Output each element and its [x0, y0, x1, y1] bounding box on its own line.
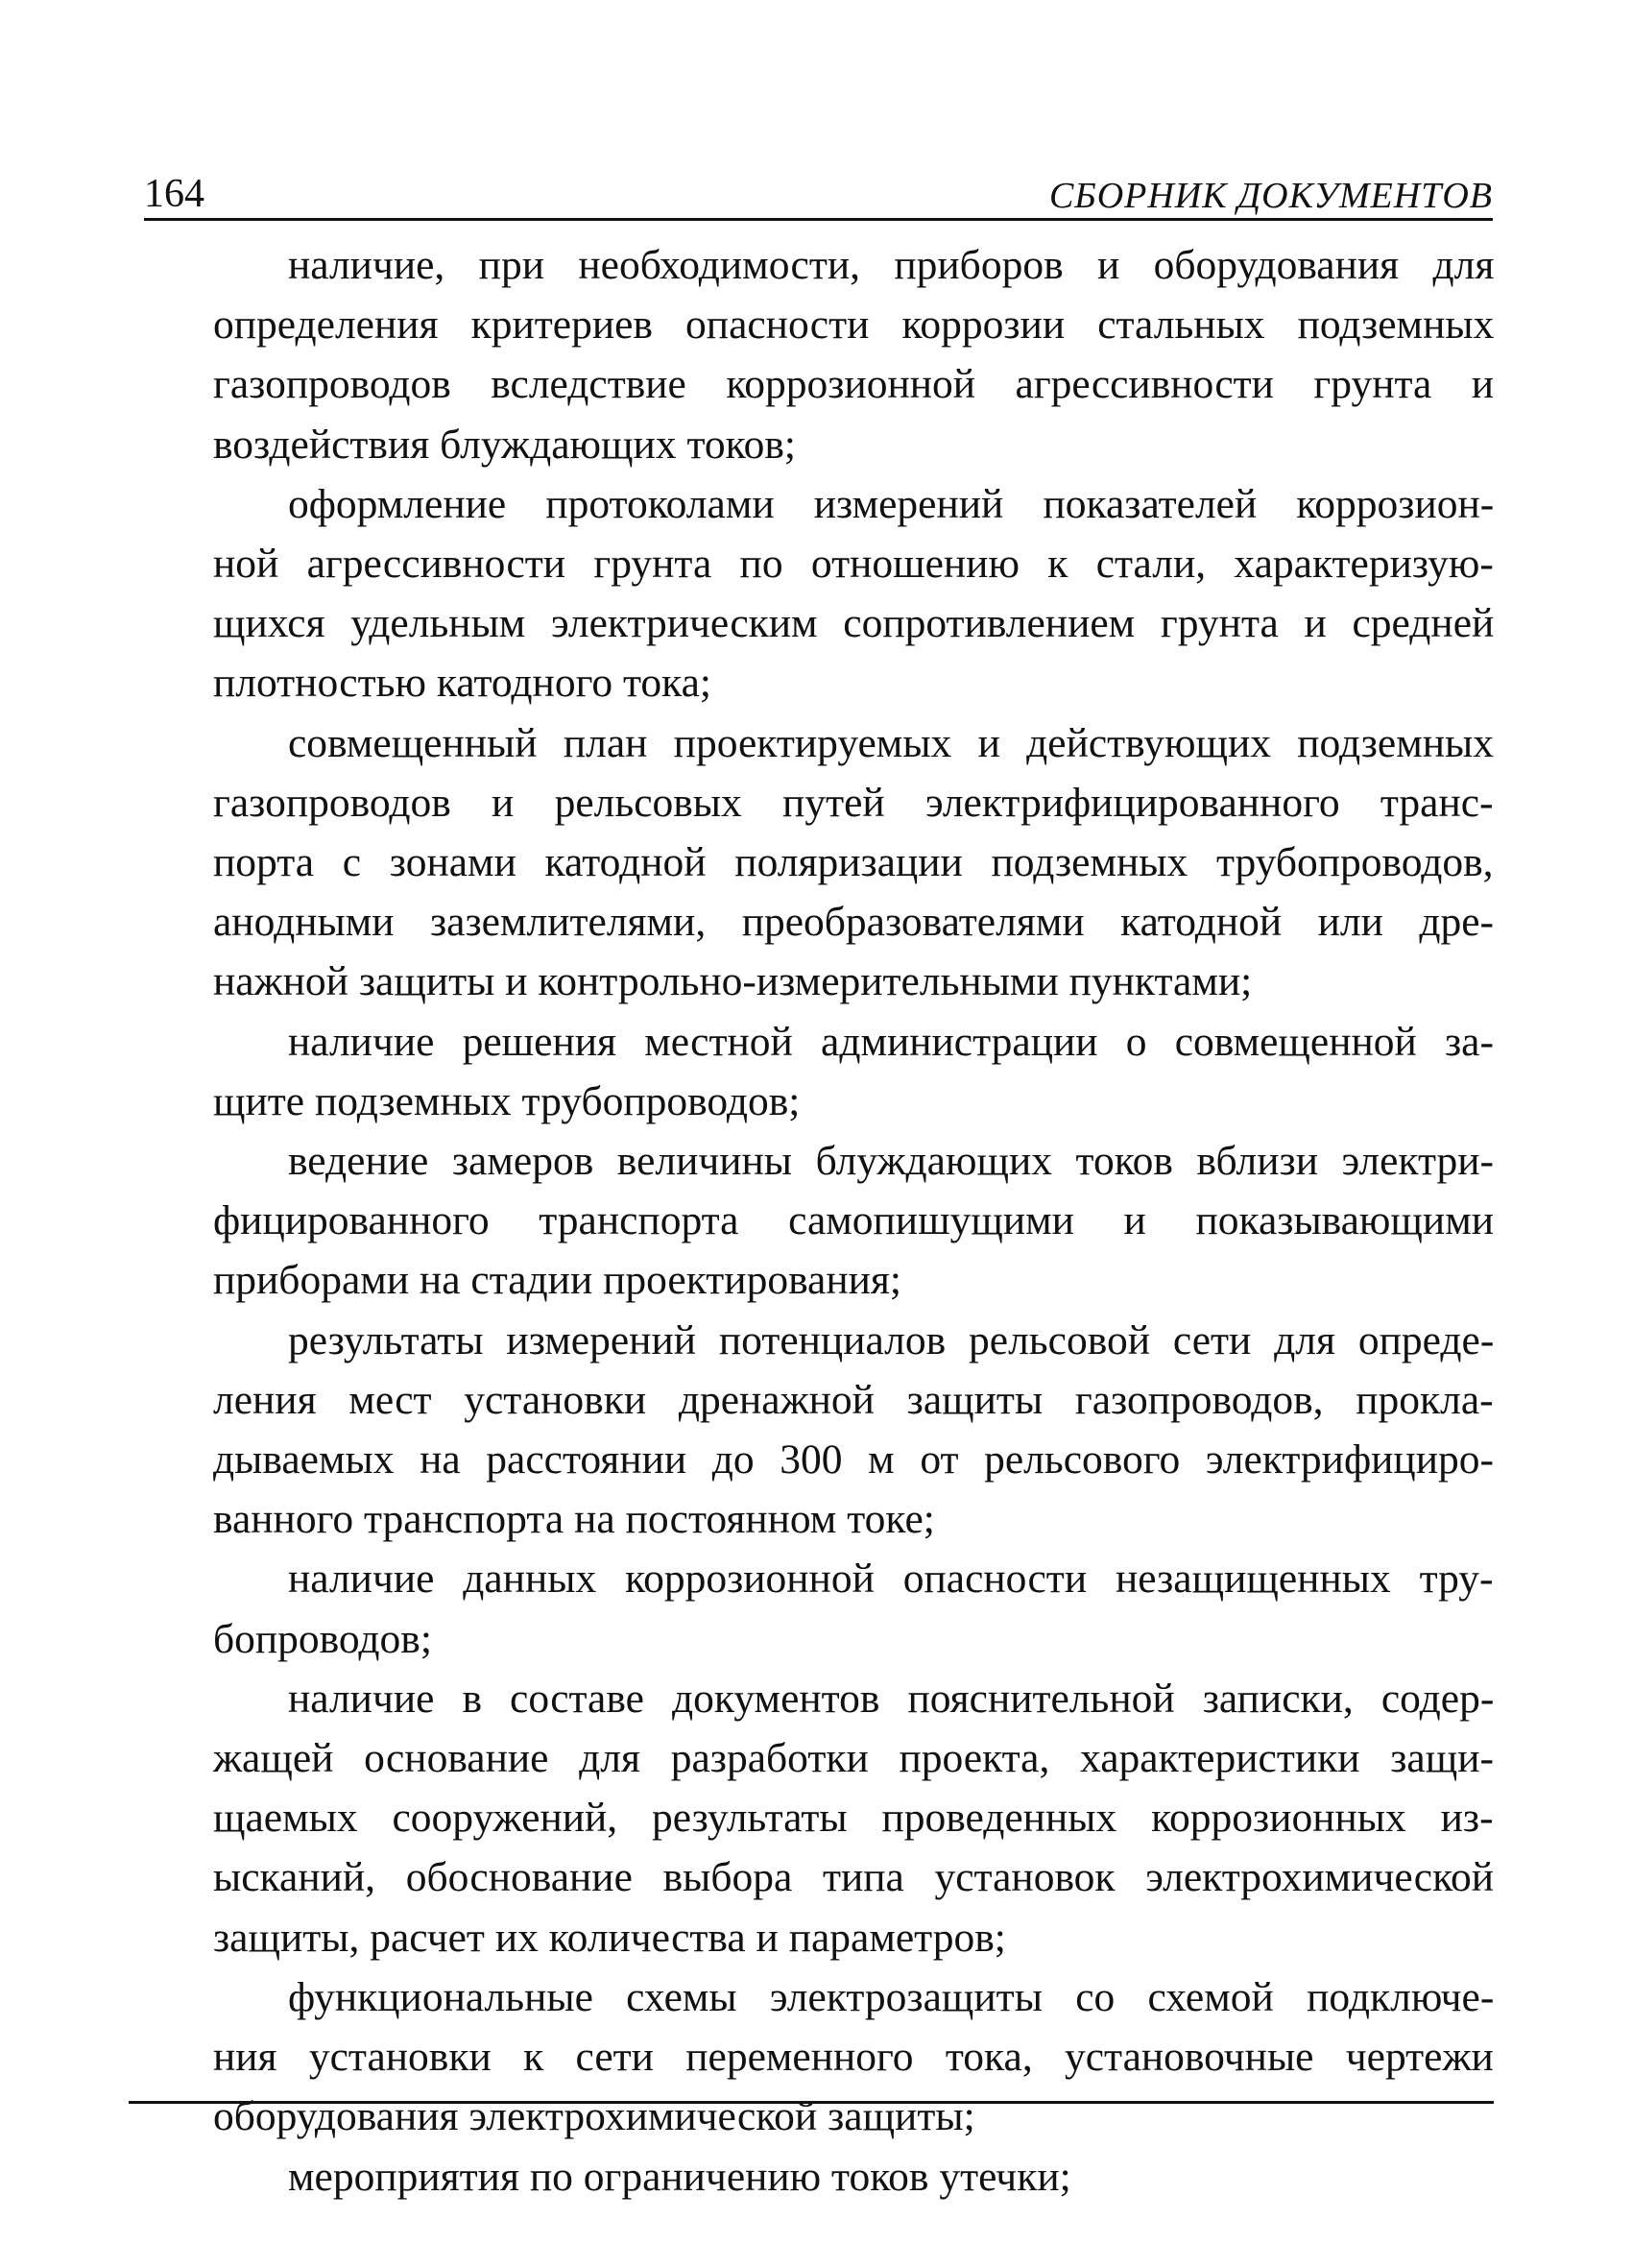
- text-line: защиты, расчет их количества и параметров;: [213, 1914, 1006, 1961]
- text-line: ния установки к сети переменного тока, установочные чертежи: [213, 2034, 1494, 2081]
- text-line: наличие в составе документов пояснительной записки, содер-: [288, 1675, 1495, 1722]
- text-line: наличие данных коррозионной опасности незащищенных тру-: [288, 1556, 1494, 1603]
- text-line: совмещенный план проектируемых и действующих подземных: [288, 719, 1494, 766]
- text-line: оформление протоколами измерений показателей коррозион-: [288, 480, 1495, 527]
- paragraph: [138, 2147, 1494, 2207]
- text-line: ведение замеров величины блуждающих токов вблизи электри-: [288, 1138, 1495, 1185]
- text-line: наличие, при необходимости, приборов и оборудования для: [288, 242, 1495, 288]
- text-line: нажной защиты и контрольно-измерительными пунктами;: [213, 958, 1253, 1005]
- text-line: дываемых на расстоянии до 300 м от рельсового электрифициро-: [213, 1436, 1494, 1484]
- text-line: функциональные схемы электрозащиты со схемой подключе-: [288, 1973, 1495, 2020]
- text-line: плотностью катодного тока;: [213, 660, 712, 707]
- text-line: результаты измерений потенциалов рельсовой сети для опреде-: [288, 1316, 1495, 1363]
- text-line: воздействия блуждающих токов;: [213, 421, 796, 468]
- running-title: СБОРНИК ДОКУМЕНТОВ: [1048, 176, 1493, 216]
- page-header: [144, 158, 1493, 221]
- text-line: щите подземных трубопроводов;: [213, 1077, 801, 1124]
- text-line: бопроводов;: [213, 1615, 432, 1662]
- text-line: фицированного транспорта самопишущими и показывающими: [213, 1197, 1495, 1244]
- text-line: газопроводов вследствие коррозионной агрессивности грунта и: [213, 361, 1495, 408]
- paragraph: [138, 1311, 1494, 1550]
- text-line: газопроводов и рельсовых путей электрифицированного транс-: [213, 779, 1494, 826]
- paragraph: [138, 1669, 1494, 1967]
- text-line: ысканий, обоснование выбора типа установок электрохимической: [213, 1854, 1495, 1901]
- text-line: приборами на стадии проектирования;: [213, 1257, 902, 1304]
- text-line: щихся удельным электрическим сопротивлением грунта и средней: [213, 600, 1495, 647]
- paragraph: [138, 1549, 1494, 1668]
- text-line: оборудования электрохимической защиты;: [213, 2093, 975, 2140]
- paragraph: [138, 235, 1494, 474]
- body-text: [138, 235, 1494, 2207]
- text-line: порта с зонами катодной поляризации подземных трубопроводов,: [213, 839, 1494, 886]
- text-line: анодными заземлителями, преобразователями катодной или дре-: [213, 899, 1495, 946]
- text-line: ванного транспорта на постоянном токе;: [213, 1496, 935, 1543]
- paragraph: [138, 1967, 1494, 2147]
- text-line: ной агрессивности грунта по отношению к стали, характеризую-: [213, 541, 1494, 588]
- text-line: мероприятия по ограничению токов утечки;: [288, 2153, 1071, 2200]
- bottom-rule: [129, 2101, 1494, 2104]
- paragraph: [138, 1131, 1494, 1311]
- text-line: ления мест установки дренажной защиты газопроводов, прокла-: [213, 1376, 1494, 1423]
- text-line: определения критериев опасности коррозии стальных подземных: [213, 302, 1495, 349]
- paragraph: [138, 474, 1494, 713]
- paragraph: [138, 1012, 1494, 1131]
- text-line: щаемых сооружений, результаты проведенных коррозионных из-: [213, 1795, 1494, 1842]
- page-number: 164: [144, 172, 204, 216]
- text-line: наличие решения местной администрации о совмещенной за-: [288, 1018, 1494, 1065]
- paragraph: [138, 713, 1494, 1012]
- text-line: жащей основание для разработки проекта, характеристики защи-: [213, 1735, 1494, 1782]
